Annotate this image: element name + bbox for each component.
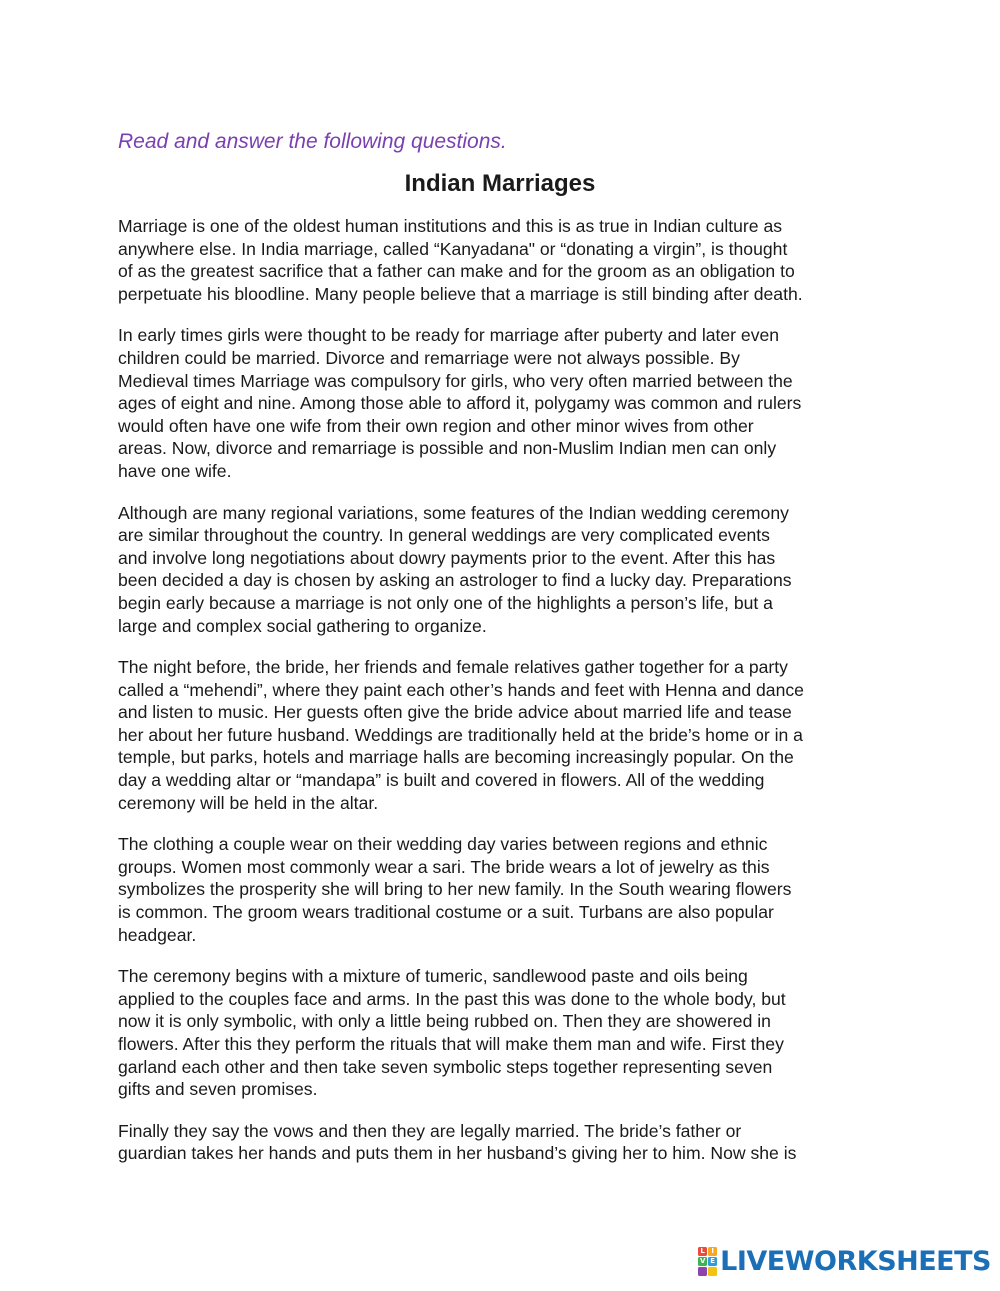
paragraph [118, 215, 898, 305]
text-line: The ceremony begins with a mixture of tumeric, sandlewood paste and oils being [118, 966, 748, 987]
paragraph [118, 502, 898, 638]
text-line: begin early because a marriage is not only one of the highlights a person’s life, but a [118, 592, 773, 613]
text-line: flowers. After this they perform the rituals that will make them man and wife. First they [118, 1034, 784, 1054]
text-line: have one wife. [118, 460, 232, 481]
paragraph [118, 965, 898, 1101]
logo-cell [698, 1267, 707, 1276]
text-line: garland each other and then take seven symbolic steps together representing seven [118, 1056, 773, 1077]
text-line: headgear. [118, 924, 197, 945]
article-body [118, 215, 898, 1184]
text-line: In early times girls were thought to be ready for marriage after puberty and later even [118, 325, 780, 346]
text-line: areas. Now, divorce and remarriage is possible and non-Muslim Indian men can only [118, 438, 777, 459]
text-line: ages of eight and nine. Among those able to afford it, polygamy was common and rulers [118, 393, 802, 414]
instruction-text: Read and answer the following questions. [118, 130, 507, 153]
text-line: Finally they say the vows and then they are legally married. The bride’s father or [118, 1120, 742, 1141]
text-line: Marriage is one of the oldest human institutions and this is as true in Indian culture as [118, 216, 783, 236]
text-line: groups. Women most commonly wear a sari. The bride wears a lot of jewelry as this [118, 856, 770, 877]
text-line: is common. The groom wears traditional costume or a suit. Turbans are also popular [118, 902, 774, 923]
text-line: ceremony will be held in the altar. [118, 792, 379, 813]
text-line: temple, but parks, hotels and marriage halls are becoming increasingly popular. On the [118, 747, 794, 768]
liveworksheets-brand[interactable] [698, 1243, 991, 1279]
text-line: of as the greatest sacrifice that a father can make and for the groom as an obligation to [118, 261, 795, 282]
text-line: Medieval times Marriage was compulsory for girls, who very often married between the [118, 370, 793, 391]
text-line: applied to the couples face and arms. In the past this was done to the whole body, but [118, 988, 786, 1009]
logo-cell: E [708, 1257, 717, 1266]
text-line: her about her future husband. Weddings are traditionally held at the bride’s home or in a [118, 724, 803, 745]
text-line: large and complex social gathering to organize. [118, 615, 487, 636]
text-line: guardian takes her hands and puts them in her husband’s giving her to him. Now she is [118, 1143, 797, 1164]
paragraph [118, 656, 898, 814]
text-line: perpetuate his bloodline. Many people believe that a marriage is still binding after death. [118, 283, 803, 304]
text-line: called a “mehendi”, where they paint each other’s hands and feet with Henna and dance [118, 679, 804, 700]
logo-cell: L [698, 1247, 707, 1256]
paragraph [118, 1120, 898, 1165]
brand-name: LIVEWORKSHEETS [720, 1245, 991, 1277]
text-line: been decided a day is chosen by asking an astrologer to find a lucky day. Preparations [118, 570, 792, 591]
logo-cell [708, 1267, 717, 1276]
text-line: The night before, the bride, her friends and female relatives gather together for a party [118, 657, 788, 678]
paragraph [118, 324, 898, 482]
text-line: are similar throughout the country. In general weddings are very complicated events [118, 525, 770, 546]
text-line: children could be married. Divorce and remarriage were not always possible. By [118, 347, 740, 368]
paragraph [118, 833, 898, 946]
page-title: Indian Marriages [404, 170, 596, 197]
text-line: The clothing a couple wear on their wedding day varies between regions and ethnic [118, 834, 768, 855]
liveworksheets-logo-icon [698, 1247, 717, 1276]
text-line: symbolizes the prosperity she will bring to her new family. In the South wearing flowers [118, 879, 792, 900]
text-line: gifts and seven promises. [118, 1079, 318, 1100]
text-line: and listen to music. Her guests often give the bride advice about married life and tease [118, 702, 792, 723]
logo-cell: V [699, 1256, 706, 1265]
text-line: would often have one wife from their own region and other minor wives from other [118, 415, 754, 436]
text-line: Although are many regional variations, some features of the Indian wedding ceremony [118, 502, 789, 523]
text-line: anywhere else. In India marriage, called “Kanyadana" or “donating a virgin”, is thought [118, 238, 788, 259]
logo-cell: I [708, 1247, 717, 1256]
text-line: now it is only symbolic, with only a little being rubbed on. Then they are showered in [118, 1011, 771, 1032]
text-line: day a wedding altar or “mandapa” is built and covered in flowers. All of the wedding [118, 770, 765, 791]
text-line: and involve long negotiations about dowry payments prior to the event. After this has [118, 547, 776, 568]
